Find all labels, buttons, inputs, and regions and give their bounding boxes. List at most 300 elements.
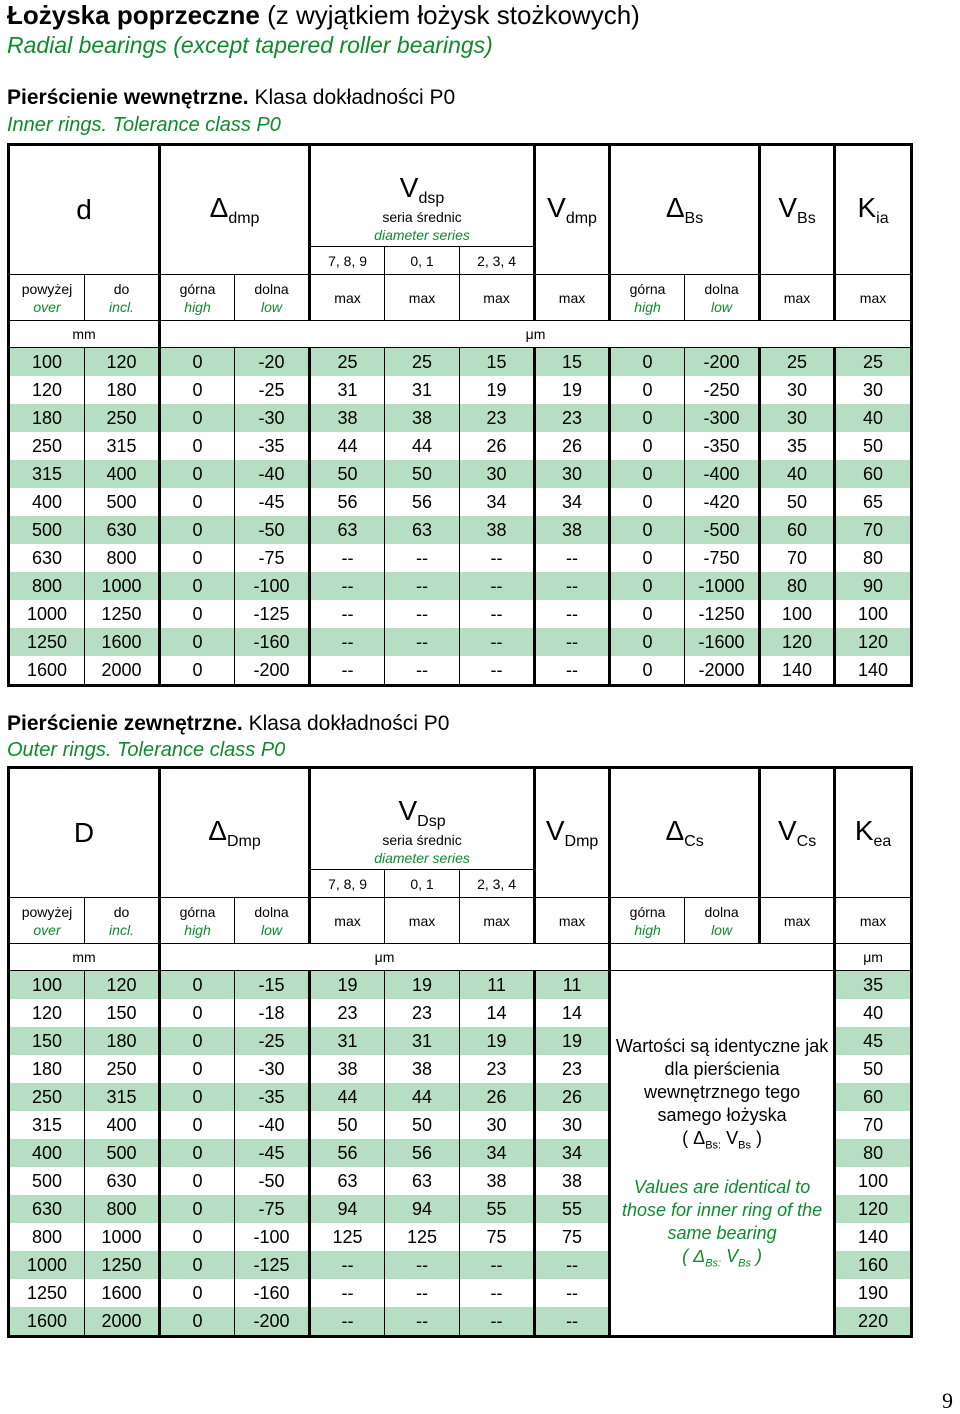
table-cell: 31	[310, 1027, 385, 1055]
series-789: 7, 8, 9	[310, 247, 385, 275]
table-cell: 1250	[85, 600, 160, 628]
inner-rings-table	[7, 143, 913, 687]
table-cell: 400	[85, 460, 160, 488]
table-cell: --	[310, 1279, 385, 1307]
table-cell: 0	[160, 1251, 235, 1279]
table-cell: 60	[835, 460, 912, 488]
table-cell: 75	[460, 1223, 535, 1251]
header-high: górna high	[610, 275, 685, 321]
header-delta-dmp: $\Delta_{dmp}$	[160, 145, 310, 275]
table-cell: --	[385, 600, 460, 628]
table-cell: 100	[835, 1167, 912, 1195]
table-cell: -2000	[685, 656, 760, 686]
table-cell: --	[385, 628, 460, 656]
table-cell: --	[460, 1251, 535, 1279]
table-cell: -750	[685, 544, 760, 572]
header-low: dolna low	[235, 898, 310, 944]
outer-rings-heading-en: Outer rings. Tolerance class P0	[7, 739, 286, 761]
header-over: powyżej over	[9, 898, 85, 944]
table-cell: 250	[9, 432, 85, 460]
table-cell: --	[385, 656, 460, 686]
table-cell: 25	[835, 348, 912, 377]
table-cell: 800	[85, 544, 160, 572]
header-vdmp: $V_{dmp}$	[535, 145, 610, 275]
table-cell: 30	[535, 1111, 610, 1139]
header-vDsp: $V_{Dsp}$	[310, 768, 535, 830]
table-cell: 0	[160, 1055, 235, 1083]
header-max: max	[460, 898, 535, 944]
inner-rings-data	[9, 348, 912, 686]
header-max: max	[310, 898, 385, 944]
table-cell: -200	[685, 348, 760, 377]
table-row	[9, 600, 912, 628]
table-cell: --	[310, 544, 385, 572]
outer-rings-data	[9, 971, 912, 1337]
header-max: max	[535, 898, 610, 944]
table-cell: 50	[310, 1111, 385, 1139]
header-incl: do incl.	[85, 898, 160, 944]
table-cell: -18	[235, 999, 310, 1027]
header-high: górna high	[160, 898, 235, 944]
header-max: max	[760, 898, 835, 944]
table-cell: 0	[610, 600, 685, 628]
note-en-symbol: ( $\Delta_{Bs:}$ $V_{Bs}$ )	[682, 1245, 762, 1270]
table-cell: 120	[85, 971, 160, 1000]
table-cell: 38	[460, 516, 535, 544]
table-cell: -400	[685, 460, 760, 488]
inner-rings-heading-en: Inner rings. Tolerance class P0	[7, 114, 281, 136]
table-cell: 44	[310, 432, 385, 460]
table-cell: -25	[235, 376, 310, 404]
table-cell: 100	[9, 348, 85, 377]
header-max: max	[535, 275, 610, 321]
table-cell: -40	[235, 1111, 310, 1139]
table-cell: 31	[385, 1027, 460, 1055]
table-cell: -30	[235, 1055, 310, 1083]
table-cell: 80	[760, 572, 835, 600]
table-cell: 50	[385, 460, 460, 488]
table-cell: 63	[310, 1167, 385, 1195]
table-cell: -1250	[685, 600, 760, 628]
series-234: 2, 3, 4	[460, 247, 535, 275]
table-cell: 250	[9, 1083, 85, 1111]
table-cell: 0	[610, 516, 685, 544]
table-cell: 100	[835, 600, 912, 628]
table-cell: 100	[760, 600, 835, 628]
note-pl-text: Wartości są identyczne jak dla pierścienia wewnętrznego tego samego łożyska	[615, 1035, 829, 1125]
table-cell: 0	[610, 628, 685, 656]
table-cell: 500	[85, 488, 160, 516]
table-cell: 120	[835, 1195, 912, 1223]
header-vcs: $V_{Cs}$	[760, 768, 835, 898]
page-number: 9	[942, 1388, 953, 1413]
table-cell: 2000	[85, 656, 160, 686]
header-incl: do incl.	[85, 275, 160, 321]
table-cell: 23	[535, 1055, 610, 1083]
table-cell: 140	[835, 656, 912, 686]
table-cell: 1600	[85, 1279, 160, 1307]
table-cell: 55	[535, 1195, 610, 1223]
table-cell: --	[385, 544, 460, 572]
table-row	[9, 572, 912, 600]
table-row	[9, 488, 912, 516]
series-234: 2, 3, 4	[460, 870, 535, 898]
header-over: powyżej over	[9, 275, 85, 321]
table-cell: 0	[160, 376, 235, 404]
header-max: max	[310, 275, 385, 321]
table-cell: --	[310, 1251, 385, 1279]
table-cell: --	[310, 628, 385, 656]
table-cell: 0	[610, 656, 685, 686]
table-cell: 0	[160, 488, 235, 516]
table-row	[9, 432, 912, 460]
table-row	[9, 628, 912, 656]
table-cell: 630	[9, 1195, 85, 1223]
table-cell: 15	[535, 348, 610, 377]
table-cell: 400	[85, 1111, 160, 1139]
table-cell: 38	[310, 404, 385, 432]
table-cell: 19	[385, 971, 460, 1000]
table-cell: 180	[9, 1055, 85, 1083]
table-cell: 0	[160, 460, 235, 488]
table-cell: 0	[160, 1111, 235, 1139]
table-cell: 23	[310, 999, 385, 1027]
table-cell: 1600	[85, 628, 160, 656]
table-cell: 55	[460, 1195, 535, 1223]
table-cell: 40	[835, 999, 912, 1027]
header-max: max	[835, 898, 912, 944]
table-cell: 150	[85, 999, 160, 1027]
table-cell: --	[535, 572, 610, 600]
table-cell: 0	[160, 628, 235, 656]
table-cell: 800	[9, 1223, 85, 1251]
table-cell: 34	[460, 488, 535, 516]
table-cell: --	[460, 628, 535, 656]
table-cell: 11	[460, 971, 535, 1000]
table-cell: -1600	[685, 628, 760, 656]
table-cell: 94	[310, 1195, 385, 1223]
table-cell: -1000	[685, 572, 760, 600]
table-cell: 25	[385, 348, 460, 377]
note-pl-symbol: ( $\Delta_{Bs:}$ $V_{Bs}$ )	[682, 1127, 762, 1152]
table-cell: 50	[385, 1111, 460, 1139]
table-cell: -350	[685, 432, 760, 460]
unit-um: μm	[160, 321, 912, 348]
table-cell: --	[460, 1279, 535, 1307]
note-en	[611, 1176, 833, 1276]
table-cell: 25	[310, 348, 385, 377]
table-cell: 1250	[9, 628, 85, 656]
table-cell: -40	[235, 460, 310, 488]
table-cell: 630	[9, 544, 85, 572]
table-cell: 0	[160, 600, 235, 628]
table-cell: --	[310, 1307, 385, 1337]
table-cell: 50	[310, 460, 385, 488]
table-cell: --	[535, 1251, 610, 1279]
table-cell: -500	[685, 516, 760, 544]
table-cell: 56	[385, 488, 460, 516]
table-cell: 0	[610, 432, 685, 460]
table-cell: 30	[535, 460, 610, 488]
table-cell: 50	[835, 432, 912, 460]
table-cell: --	[385, 1279, 460, 1307]
table-cell: 26	[535, 1083, 610, 1111]
unit-um-kea: μm	[835, 944, 912, 971]
table-cell: --	[460, 600, 535, 628]
header-kia: $K_{ia}$	[835, 145, 912, 275]
table-cell: 500	[9, 1167, 85, 1195]
table-cell: --	[460, 1307, 535, 1337]
table-cell: 160	[835, 1251, 912, 1279]
table-cell: 0	[610, 376, 685, 404]
table-cell: -160	[235, 1279, 310, 1307]
table-cell: -125	[235, 1251, 310, 1279]
table-cell: 0	[160, 1167, 235, 1195]
header-max: max	[835, 275, 912, 321]
table-cell: 0	[160, 656, 235, 686]
table-cell: 630	[85, 1167, 160, 1195]
table-cell: -420	[685, 488, 760, 516]
outer-rings-heading: Pierścienie zewnętrzne. Klasa dokładności P0	[7, 712, 450, 735]
table-cell: 1250	[85, 1251, 160, 1279]
table-cell: 44	[385, 432, 460, 460]
table-cell: 400	[9, 1139, 85, 1167]
table-cell: -30	[235, 404, 310, 432]
table-cell: 19	[535, 1027, 610, 1055]
table-cell: 35	[835, 971, 912, 1000]
table-cell: 19	[460, 376, 535, 404]
table-cell: 30	[460, 1111, 535, 1139]
header-max: max	[760, 275, 835, 321]
table-cell: 180	[85, 1027, 160, 1055]
table-cell: 56	[385, 1139, 460, 1167]
table-cell: 26	[460, 432, 535, 460]
table-cell: -200	[235, 656, 310, 686]
table-cell: 90	[835, 572, 912, 600]
table-cell: 63	[385, 1167, 460, 1195]
table-cell: 50	[835, 1055, 912, 1083]
table-cell: 100	[9, 971, 85, 1000]
header-vdsp: $V_{dsp}$	[310, 145, 535, 207]
table-cell: 70	[760, 544, 835, 572]
table-cell: 40	[760, 460, 835, 488]
table-cell: --	[535, 628, 610, 656]
table-cell: 14	[460, 999, 535, 1027]
table-cell: 1000	[85, 1223, 160, 1251]
table-cell: 0	[160, 432, 235, 460]
table-cell: 23	[535, 404, 610, 432]
table-cell: --	[385, 1251, 460, 1279]
table-cell: 250	[85, 1055, 160, 1083]
table-cell: 500	[85, 1139, 160, 1167]
table-cell: 63	[310, 516, 385, 544]
header-vDmp: $V_{Dmp}$	[535, 768, 610, 898]
table-cell: --	[385, 1307, 460, 1337]
table-cell: -50	[235, 516, 310, 544]
table-cell: --	[385, 572, 460, 600]
table-cell: 15	[460, 348, 535, 377]
table-cell: 0	[610, 544, 685, 572]
table-cell: 1000	[9, 1251, 85, 1279]
table-cell: 630	[85, 516, 160, 544]
unit-mm: mm	[9, 944, 160, 971]
table-cell: 30	[760, 404, 835, 432]
table-cell: --	[535, 600, 610, 628]
table-cell: -100	[235, 572, 310, 600]
table-cell: 38	[535, 1167, 610, 1195]
header-delta-bs: $\Delta_{Bs}$	[610, 145, 760, 275]
table-cell: 1000	[85, 572, 160, 600]
page-subtitle-en: Radial bearings (except tapered roller bearings)	[7, 32, 493, 58]
table-cell: 94	[385, 1195, 460, 1223]
table-cell: 0	[160, 348, 235, 377]
table-row	[9, 971, 912, 1000]
unit-um: μm	[160, 944, 610, 971]
table-cell: 190	[835, 1279, 912, 1307]
table-cell: 35	[760, 432, 835, 460]
table-cell: 125	[310, 1223, 385, 1251]
table-cell: 140	[760, 656, 835, 686]
table-row	[9, 544, 912, 572]
table-row	[9, 376, 912, 404]
header-high: górna high	[610, 898, 685, 944]
table-cell: 0	[160, 1027, 235, 1055]
header-max: max	[385, 275, 460, 321]
table-cell: 0	[160, 1139, 235, 1167]
table-cell: 0	[160, 544, 235, 572]
table-cell: 70	[835, 1111, 912, 1139]
table-cell: -15	[235, 971, 310, 1000]
table-cell: 30	[460, 460, 535, 488]
table-cell: 315	[85, 1083, 160, 1111]
header-max: max	[385, 898, 460, 944]
table-cell: 25	[760, 348, 835, 377]
table-cell: --	[310, 656, 385, 686]
header-max: max	[460, 275, 535, 321]
header-low: dolna low	[685, 898, 760, 944]
table-cell: -75	[235, 1195, 310, 1223]
table-cell: 75	[535, 1223, 610, 1251]
table-cell: 120	[9, 376, 85, 404]
table-cell: 44	[310, 1083, 385, 1111]
table-cell: 56	[310, 1139, 385, 1167]
table-cell: 31	[310, 376, 385, 404]
table-cell: 140	[835, 1223, 912, 1251]
table-cell: 1600	[9, 1307, 85, 1337]
table-cell: -75	[235, 544, 310, 572]
note-pl	[611, 1035, 833, 1158]
table-cell: 23	[460, 1055, 535, 1083]
table-cell: 34	[460, 1139, 535, 1167]
table-cell: 30	[760, 376, 835, 404]
table-cell: 0	[160, 999, 235, 1027]
table-cell: 23	[460, 404, 535, 432]
table-cell: -25	[235, 1027, 310, 1055]
table-cell: 0	[610, 404, 685, 432]
table-cell: 80	[835, 544, 912, 572]
table-cell: -160	[235, 628, 310, 656]
outer-rings-table	[7, 766, 913, 1338]
table-cell: 0	[160, 404, 235, 432]
table-cell: 120	[835, 628, 912, 656]
table-cell: -20	[235, 348, 310, 377]
table-cell: 44	[385, 1083, 460, 1111]
table-cell: 315	[9, 460, 85, 488]
table-cell: 23	[385, 999, 460, 1027]
table-cell: 0	[610, 348, 685, 377]
table-cell: 38	[385, 404, 460, 432]
table-cell: -50	[235, 1167, 310, 1195]
header-kea: $K_{ea}$	[835, 768, 912, 898]
header-vbs: $V_{Bs}$	[760, 145, 835, 275]
table-cell: --	[535, 1279, 610, 1307]
header-D: D	[9, 768, 160, 898]
table-cell: --	[535, 656, 610, 686]
table-cell: -300	[685, 404, 760, 432]
table-cell: --	[460, 656, 535, 686]
table-cell: -200	[235, 1307, 310, 1337]
table-cell: 30	[835, 376, 912, 404]
table-row	[9, 656, 912, 686]
table-cell: 400	[9, 488, 85, 516]
table-cell: 1600	[9, 656, 85, 686]
table-cell: 180	[9, 404, 85, 432]
header-low: dolna low	[235, 275, 310, 321]
table-cell: --	[460, 572, 535, 600]
table-cell: --	[460, 544, 535, 572]
header-d: d	[9, 145, 160, 275]
table-cell: --	[310, 600, 385, 628]
table-cell: 34	[535, 1139, 610, 1167]
table-cell: --	[310, 572, 385, 600]
header-delta-cs: $\Delta_{Cs}$	[610, 768, 760, 898]
header-diameter-series: seria średnic diameter series	[310, 207, 535, 247]
identical-values-note	[610, 971, 835, 1337]
header-delta-Dmp: $\Delta_{Dmp}$	[160, 768, 310, 898]
table-cell: --	[535, 1307, 610, 1337]
table-cell: 0	[160, 1307, 235, 1337]
table-cell: 63	[385, 516, 460, 544]
table-cell: 60	[835, 1083, 912, 1111]
table-cell: 19	[535, 376, 610, 404]
table-cell: -45	[235, 488, 310, 516]
table-row	[9, 516, 912, 544]
table-cell: 220	[835, 1307, 912, 1337]
table-cell: 80	[835, 1139, 912, 1167]
table-cell: 38	[535, 516, 610, 544]
table-cell: 0	[610, 488, 685, 516]
table-cell: 0	[160, 1223, 235, 1251]
table-cell: -45	[235, 1139, 310, 1167]
table-cell: 0	[160, 971, 235, 1000]
table-cell: 0	[160, 1195, 235, 1223]
table-cell: 19	[310, 971, 385, 1000]
table-cell: 38	[460, 1167, 535, 1195]
table-cell: 1000	[9, 600, 85, 628]
table-cell: 0	[160, 572, 235, 600]
table-cell: 120	[760, 628, 835, 656]
note-en-text: Values are identical to those for inner ring of the same bearing	[622, 1176, 823, 1243]
table-cell: 38	[310, 1055, 385, 1083]
series-789: 7, 8, 9	[310, 870, 385, 898]
table-cell: 500	[9, 516, 85, 544]
table-cell: 45	[835, 1027, 912, 1055]
table-cell: 150	[9, 1027, 85, 1055]
table-cell: 40	[835, 404, 912, 432]
table-cell: 0	[160, 1083, 235, 1111]
table-row	[9, 404, 912, 432]
table-cell: 34	[535, 488, 610, 516]
